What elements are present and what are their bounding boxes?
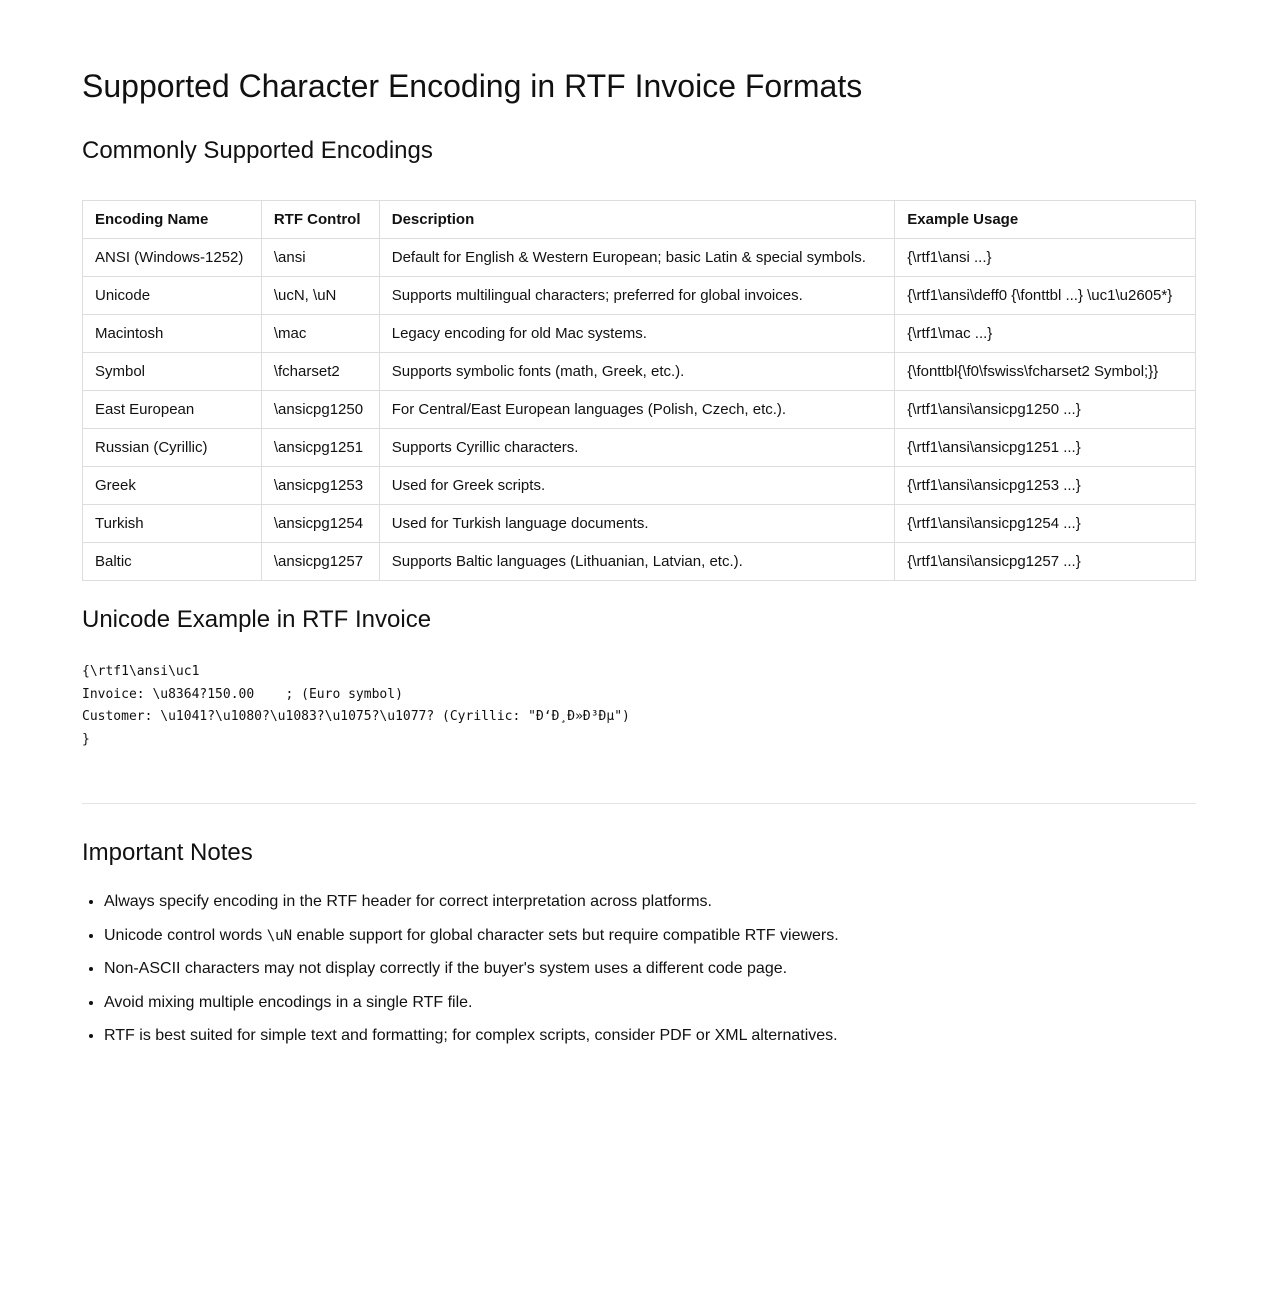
cell-example-usage: {\rtf1\ansi\deff0 {\fonttbl ...} \uc1\u2605*} xyxy=(895,277,1196,315)
list-item: • RTF is best suited for simple text and formatting; for complex scripts, consider PDF or XML alternatives. xyxy=(104,1026,1196,1046)
cell-description: Used for Turkish language documents. xyxy=(379,505,895,543)
table-row xyxy=(83,391,1196,429)
cell-rtf-control: \ansicpg1250 xyxy=(261,391,379,429)
table-row xyxy=(83,353,1196,391)
notes-list xyxy=(82,892,1196,1046)
section-divider xyxy=(82,803,1196,804)
table-row xyxy=(83,315,1196,353)
cell-rtf-control: \fcharset2 xyxy=(261,353,379,391)
document-page xyxy=(82,0,1196,1046)
column-header-rtf-control: RTF Control xyxy=(261,201,379,239)
cell-description: Default for English & Western European; basic Latin & special symbols. xyxy=(379,239,895,277)
cell-encoding-name: East European xyxy=(83,391,262,429)
table-row xyxy=(83,277,1196,315)
rtf-code-block: {\rtf1\ansi\uc1 Invoice: \u8364?150.00 ; (Euro symbol) Customer: \u1041?\u1080?\u1083?\u1075?\u1077? (Cyrillic: "Ð‘Ð¸Ð»Ð³Ðµ") } xyxy=(82,664,630,747)
list-item xyxy=(104,926,1196,946)
cell-example-usage: {\rtf1\ansi\ansicpg1254 ...} xyxy=(895,505,1196,543)
cell-encoding-name: Turkish xyxy=(83,505,262,543)
cell-rtf-control: \ansi xyxy=(261,239,379,277)
cell-rtf-control: \ansicpg1253 xyxy=(261,467,379,505)
table-row xyxy=(83,467,1196,505)
page-title: Supported Character Encoding in RTF Invoice Formats xyxy=(82,68,863,104)
cell-encoding-name: Symbol xyxy=(83,353,262,391)
cell-encoding-name: Macintosh xyxy=(83,315,262,353)
column-header-description: Description xyxy=(379,201,895,239)
list-item: • Always specify encoding in the RTF header for correct interpretation across platforms. xyxy=(104,892,1196,912)
cell-encoding-name: ANSI (Windows-1252) xyxy=(83,239,262,277)
cell-rtf-control: \mac xyxy=(261,315,379,353)
table-row xyxy=(83,429,1196,467)
list-item: • Avoid mixing multiple encodings in a single RTF file. xyxy=(104,993,1196,1013)
section-heading-notes: Important Notes xyxy=(82,839,253,866)
cell-encoding-name: Baltic xyxy=(83,543,262,581)
table-row xyxy=(83,239,1196,277)
cell-description: Legacy encoding for old Mac systems. xyxy=(379,315,895,353)
cell-description: Supports Baltic languages (Lithuanian, Latvian, etc.). xyxy=(379,543,895,581)
cell-description: Supports Cyrillic characters. xyxy=(379,429,895,467)
cell-encoding-name: Unicode xyxy=(83,277,262,315)
inline-code: \uN xyxy=(266,927,293,944)
section-heading-unicode-example: Unicode Example in RTF Invoice xyxy=(82,606,432,633)
list-item: • Non-ASCII characters may not display correctly if the buyer's system uses a different code page. xyxy=(104,959,1196,979)
cell-rtf-control: \ucN, \uN xyxy=(261,277,379,315)
cell-description: For Central/East European languages (Polish, Czech, etc.). xyxy=(379,391,895,429)
table-row xyxy=(83,505,1196,543)
note-text: Unicode control words xyxy=(104,926,267,944)
cell-example-usage: {\rtf1\ansi\ansicpg1257 ...} xyxy=(895,543,1196,581)
note-text: enable support for global character sets but require compatible RTF viewers. xyxy=(292,926,839,944)
cell-rtf-control: \ansicpg1251 xyxy=(261,429,379,467)
cell-description: Used for Greek scripts. xyxy=(379,467,895,505)
table-header-row xyxy=(83,201,1196,239)
cell-description: Supports symbolic fonts (math, Greek, etc.). xyxy=(379,353,895,391)
column-header-encoding-name: Encoding Name xyxy=(83,201,262,239)
cell-example-usage: {\fonttbl{\f0\fswiss\fcharset2 Symbol;}} xyxy=(895,353,1196,391)
cell-rtf-control: \ansicpg1257 xyxy=(261,543,379,581)
cell-example-usage: {\rtf1\ansi\ansicpg1251 ...} xyxy=(895,429,1196,467)
cell-encoding-name: Russian (Cyrillic) xyxy=(83,429,262,467)
cell-description: Supports multilingual characters; preferred for global invoices. xyxy=(379,277,895,315)
table-row xyxy=(83,543,1196,581)
cell-example-usage: {\rtf1\ansi\ansicpg1253 ...} xyxy=(895,467,1196,505)
column-header-example-usage: Example Usage xyxy=(895,201,1196,239)
cell-encoding-name: Greek xyxy=(83,467,262,505)
encodings-table xyxy=(82,200,1196,581)
cell-example-usage: {\rtf1\ansi ...} xyxy=(895,239,1196,277)
section-heading-encodings: Commonly Supported Encodings xyxy=(82,137,433,164)
cell-example-usage: {\rtf1\mac ...} xyxy=(895,315,1196,353)
cell-rtf-control: \ansicpg1254 xyxy=(261,505,379,543)
cell-example-usage: {\rtf1\ansi\ansicpg1250 ...} xyxy=(895,391,1196,429)
